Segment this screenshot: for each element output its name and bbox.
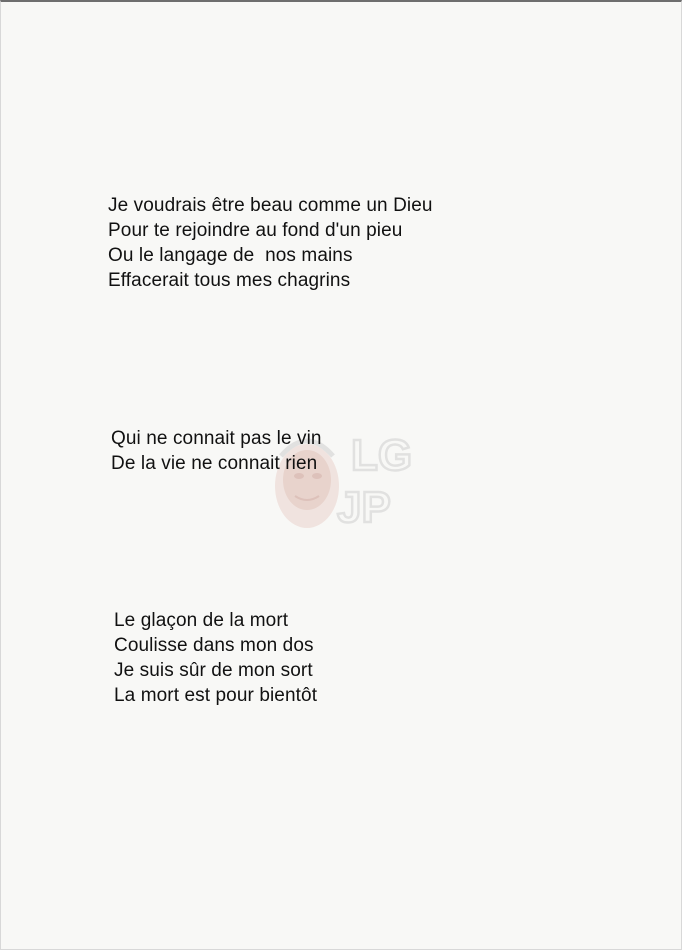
poem-line: Qui ne connait pas le vin	[111, 428, 322, 449]
poem-line: Pour te rejoindre au fond d'un pieu	[108, 220, 403, 241]
monogram-top: LG	[351, 431, 413, 480]
poem-line: Le glaçon de la mort	[114, 610, 289, 631]
poem-line: Je voudrais être beau comme un Dieu	[108, 195, 433, 216]
poem-line: Coulisse dans mon dos	[114, 635, 314, 656]
stanza-3	[114, 608, 317, 708]
stanza-2	[111, 426, 322, 476]
stanza-1	[108, 193, 433, 293]
poem-line: Je suis sûr de mon sort	[114, 660, 313, 681]
monogram-bottom: JP	[337, 483, 391, 532]
poem-line: De la vie ne connait rien	[111, 453, 318, 474]
monogram-letters	[337, 431, 412, 532]
poem-line: Effacerait tous mes chagrins	[108, 270, 351, 291]
poem-line: Ou le langage de nos mains	[108, 245, 353, 266]
poem-line: La mort est pour bientôt	[114, 685, 318, 706]
